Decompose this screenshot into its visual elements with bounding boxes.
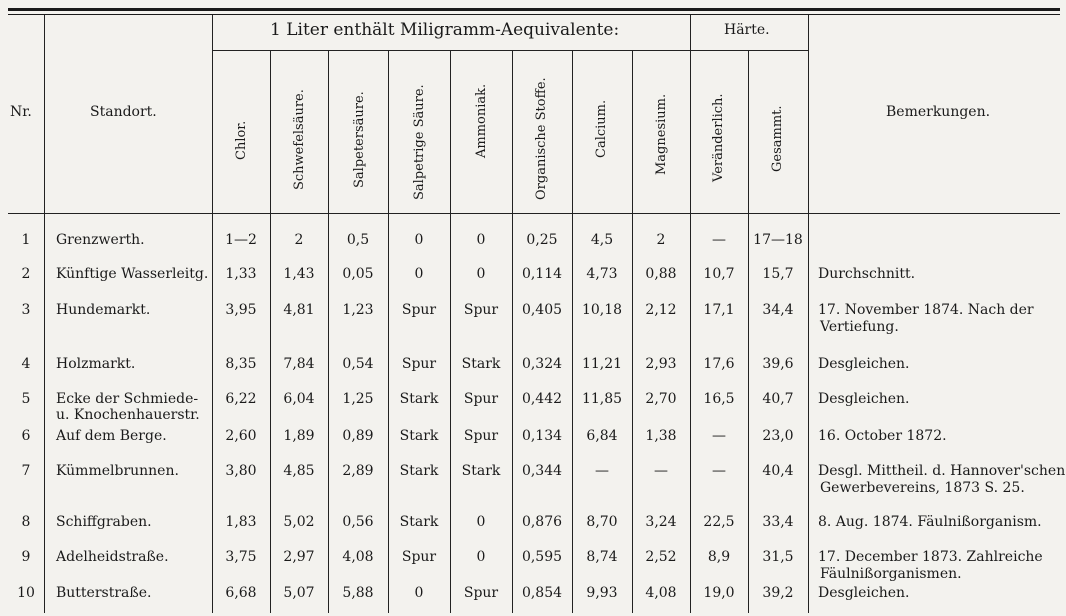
cell-bemerkungen: Desgleichen.: [818, 391, 910, 407]
cell-chlor: 3,75: [225, 549, 257, 565]
cell-bemerkungen: Desgl. Mittheil. d. Hannover'schen: [818, 463, 1066, 479]
cell-nr: 4: [21, 356, 31, 372]
cell-calcium: 8,74: [586, 549, 618, 565]
cell-schwefel: 2: [294, 232, 304, 248]
cell-salpetrig: 0: [414, 585, 424, 601]
cell-bemerkungen: Vertiefung.: [820, 319, 899, 335]
cell-salpeter: 0,05: [342, 266, 374, 282]
cell-standort: Ecke der Schmiede-: [56, 391, 199, 407]
cell-salpetrig: Spur: [401, 302, 437, 318]
cell-salpetrig: Spur: [401, 549, 437, 565]
cell-ammoniak: Stark: [461, 356, 501, 372]
cell-veraend: 10,7: [703, 266, 735, 282]
cell-gesammt: 17—18: [753, 232, 803, 248]
col-divider: [808, 15, 809, 613]
cell-nr: 1: [21, 232, 31, 248]
cell-ammoniak: 0: [476, 549, 486, 565]
cell-standort: u. Knochenhauerstr.: [56, 407, 200, 423]
cell-calcium: 6,84: [586, 428, 618, 444]
cell-ammoniak: Spur: [463, 585, 499, 601]
col-divider: [328, 50, 329, 613]
cell-calcium: 11,21: [581, 356, 623, 372]
cell-nr: 8: [21, 514, 31, 530]
cell-veraend: —: [712, 463, 726, 479]
cell-ammoniak: Spur: [463, 391, 499, 407]
cell-nr: 3: [21, 302, 31, 318]
header-group: 1 Liter enthält Miligramm-Aequivalente:: [270, 20, 620, 40]
cell-bemerkungen: Desgleichen.: [818, 585, 910, 601]
cell-standort: Hundemarkt.: [56, 302, 151, 318]
cell-ammoniak: 0: [476, 232, 486, 248]
cell-salpetrig: Stark: [399, 391, 439, 407]
cell-salpetrig: Stark: [399, 428, 439, 444]
cell-bemerkungen: Desgleichen.: [818, 356, 910, 372]
cell-gesammt: 33,4: [762, 514, 794, 530]
cell-nr: 6: [21, 428, 31, 444]
cell-chlor: 6,68: [225, 585, 257, 601]
cell-chlor: 1—2: [225, 232, 257, 248]
cell-schwefel: 7,84: [283, 356, 315, 372]
cell-org: 0,344: [521, 463, 563, 479]
cell-gesammt: 31,5: [762, 549, 794, 565]
cell-veraend: —: [712, 428, 726, 444]
cell-veraend: 16,5: [703, 391, 735, 407]
cell-salpeter: 1,23: [342, 302, 374, 318]
cell-veraend: 8,9: [707, 549, 731, 565]
cell-standort: Adelheidstraße.: [56, 549, 169, 565]
header-bemerkungen: Bemerkungen.: [886, 104, 991, 120]
cell-org: 0,405: [521, 302, 563, 318]
header-haerte: Härte.: [724, 22, 770, 38]
cell-calcium: —: [595, 463, 609, 479]
top-rule-thin: [8, 14, 1060, 15]
cell-chlor: 2,60: [225, 428, 257, 444]
cell-ammoniak: Stark: [461, 463, 501, 479]
cell-salpeter: 5,88: [342, 585, 374, 601]
col-divider: [512, 50, 513, 613]
cell-gesammt: 40,7: [762, 391, 794, 407]
cell-standort: Künftige Wasserleitg.: [56, 266, 209, 282]
cell-calcium: 9,93: [586, 585, 618, 601]
cell-salpeter: 4,08: [342, 549, 374, 565]
cell-magnesium: 2,12: [645, 302, 677, 318]
cell-schwefel: 5,02: [283, 514, 315, 530]
cell-schwefel: 4,85: [283, 463, 315, 479]
cell-salpeter: 0,56: [342, 514, 374, 530]
cell-gesammt: 34,4: [762, 302, 794, 318]
cell-gesammt: 39,6: [762, 356, 794, 372]
group-underline: [213, 50, 809, 51]
cell-chlor: 1,83: [225, 514, 257, 530]
header-salpetrige: Salpetrige Säure.: [412, 84, 427, 200]
cell-chlor: 3,80: [225, 463, 257, 479]
cell-org: 0,134: [521, 428, 563, 444]
cell-veraend: 22,5: [703, 514, 735, 530]
col-divider: [388, 50, 389, 613]
cell-org: 0,854: [521, 585, 563, 601]
cell-magnesium: 1,38: [645, 428, 677, 444]
header-veraenderlich: Veränderlich.: [711, 93, 726, 182]
cell-gesammt: 40,4: [762, 463, 794, 479]
header-calcium: Calcium.: [594, 99, 609, 158]
col-divider: [748, 50, 749, 613]
cell-bemerkungen: 8. Aug. 1874. Fäulnißorganism.: [818, 514, 1042, 530]
cell-standort: Kümmelbrunnen.: [56, 463, 179, 479]
cell-chlor: 3,95: [225, 302, 257, 318]
cell-salpetrig: 0: [414, 232, 424, 248]
cell-nr: 5: [21, 391, 31, 407]
cell-standort: Auf dem Berge.: [56, 428, 167, 444]
cell-org: 0,442: [521, 391, 563, 407]
cell-bemerkungen: 17. December 1873. Zahlreiche: [818, 549, 1043, 565]
cell-salpetrig: 0: [414, 266, 424, 282]
cell-gesammt: 23,0: [762, 428, 794, 444]
cell-org: 0,25: [526, 232, 558, 248]
cell-salpetrig: Stark: [399, 463, 439, 479]
cell-veraend: —: [712, 232, 726, 248]
cell-salpeter: 0,5: [346, 232, 370, 248]
header-ammoniak: Ammoniak.: [474, 83, 489, 158]
cell-salpeter: 0,54: [342, 356, 374, 372]
cell-standort: Schiffgraben.: [56, 514, 152, 530]
cell-ammoniak: Spur: [463, 428, 499, 444]
cell-magnesium: 2,70: [645, 391, 677, 407]
cell-magnesium: 2,52: [645, 549, 677, 565]
cell-bemerkungen: Durchschnitt.: [818, 266, 916, 282]
cell-magnesium: 2,93: [645, 356, 677, 372]
cell-org: 0,595: [521, 549, 563, 565]
cell-nr: 10: [17, 585, 35, 601]
header-standort: Standort.: [90, 104, 157, 120]
cell-calcium: 4,5: [590, 232, 614, 248]
cell-veraend: 19,0: [703, 585, 735, 601]
cell-calcium: 11,85: [581, 391, 623, 407]
cell-salpetrig: Spur: [401, 356, 437, 372]
cell-bemerkungen: 16. October 1872.: [818, 428, 947, 444]
cell-org: 0,876: [521, 514, 563, 530]
cell-nr: 2: [21, 266, 31, 282]
cell-salpeter: 2,89: [342, 463, 374, 479]
cell-ammoniak: 0: [476, 266, 486, 282]
cell-chlor: 6,22: [225, 391, 257, 407]
cell-magnesium: 4,08: [645, 585, 677, 601]
header-organische: Organische Stoffe.: [534, 77, 549, 200]
cell-magnesium: 3,24: [645, 514, 677, 530]
header-chlor: Chlor.: [234, 120, 249, 160]
col-divider: [44, 15, 45, 613]
header-magnesium: Magnesium.: [654, 93, 669, 175]
cell-bemerkungen: Fäulnißorganismen.: [820, 566, 962, 582]
cell-schwefel: 1,89: [283, 428, 315, 444]
cell-schwefel: 6,04: [283, 391, 315, 407]
cell-org: 0,324: [521, 356, 563, 372]
cell-gesammt: 39,2: [762, 585, 794, 601]
cell-standort: Grenzwerth.: [56, 232, 145, 248]
cell-calcium: 8,70: [586, 514, 618, 530]
cell-ammoniak: 0: [476, 514, 486, 530]
cell-schwefel: 2,97: [283, 549, 315, 565]
cell-magnesium: 0,88: [645, 266, 677, 282]
cell-calcium: 10,18: [581, 302, 623, 318]
cell-veraend: 17,1: [703, 302, 735, 318]
cell-nr: 9: [21, 549, 31, 565]
cell-gesammt: 15,7: [762, 266, 794, 282]
cell-schwefel: 5,07: [283, 585, 315, 601]
cell-chlor: 8,35: [225, 356, 257, 372]
cell-salpetrig: Stark: [399, 514, 439, 530]
header-separator: [8, 213, 1060, 214]
cell-schwefel: 1,43: [283, 266, 315, 282]
top-rule: [8, 8, 1060, 11]
cell-veraend: 17,6: [703, 356, 735, 372]
cell-nr: 7: [21, 463, 31, 479]
header-schwefelsaeure: Schwefelsäure.: [292, 89, 307, 190]
cell-salpeter: 1,25: [342, 391, 374, 407]
cell-ammoniak: Spur: [463, 302, 499, 318]
col-divider: [450, 50, 451, 613]
cell-calcium: 4,73: [586, 266, 618, 282]
header-salpetersaeure: Salpetersäure.: [352, 91, 367, 188]
cell-bemerkungen: Gewerbevereins, 1873 S. 25.: [820, 480, 1025, 496]
cell-standort: Butterstraße.: [56, 585, 152, 601]
cell-standort: Holzmarkt.: [56, 356, 136, 372]
cell-org: 0,114: [521, 266, 563, 282]
cell-chlor: 1,33: [225, 266, 257, 282]
cell-magnesium: 2: [656, 232, 666, 248]
cell-schwefel: 4,81: [283, 302, 315, 318]
cell-bemerkungen: 17. November 1874. Nach der: [818, 302, 1034, 318]
col-divider: [572, 50, 573, 613]
cell-magnesium: —: [654, 463, 668, 479]
header-nr: Nr.: [10, 104, 32, 120]
header-gesammt: Gesammt.: [770, 105, 785, 172]
cell-salpeter: 0,89: [342, 428, 374, 444]
